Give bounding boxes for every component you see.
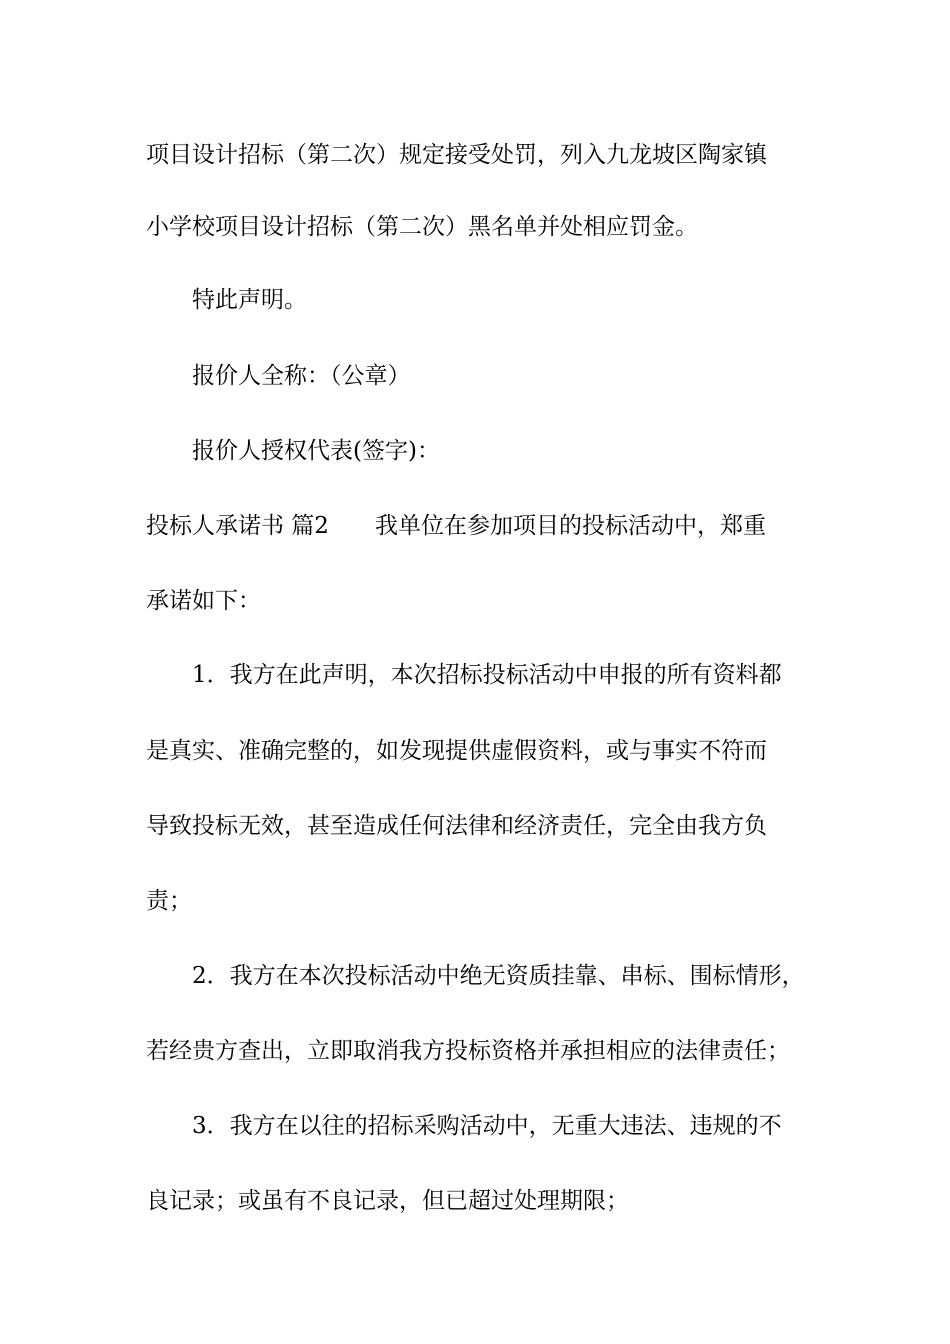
paragraph-line: 导致投标无效，甚至造成任何法律和经济责任，完全由我方负 [146, 813, 767, 839]
paragraph-line: 是真实、准确完整的，如发现提供虚假资料，或与事实不符而 [146, 738, 767, 764]
section-heading: 投标人承诺书 篇2 [146, 513, 329, 539]
bidder-name-line: 报价人全称：（公章） [192, 363, 411, 389]
section-intro: 我单位在参加项目的投标活动中，郑重 [374, 513, 766, 539]
declaration-line: 特此声明。 [192, 287, 307, 313]
paragraph-line: 承诺如下： [146, 588, 261, 614]
paragraph-line: 若经贵方查出，立即取消我方投标资格并承担相应的法律责任； [146, 1038, 790, 1064]
paragraph-line: 良记录；或虽有不良记录，但已超过处理期限； [146, 1188, 629, 1214]
commitment-item-3: 3．我方在以往的招标采购活动中，无重大违法、违规的不 [192, 1113, 782, 1139]
commitment-item-1: 1．我方在此声明，本次招标投标活动中申报的所有资料都 [192, 662, 782, 688]
paragraph-line: 项目设计招标（第二次）规定接受处罚，列入九龙坡区陶家镇 [146, 142, 767, 168]
paragraph-line: 责； [146, 888, 192, 914]
paragraph-line: 小学校项目设计招标（第二次）黑名单并处相应罚金。 [146, 214, 698, 240]
bidder-representative-line: 报价人授权代表(签字)： [192, 438, 440, 464]
commitment-item-2: 2．我方在本次投标活动中绝无资质挂靠、串标、围标情形， [192, 963, 805, 989]
section-heading-line [146, 511, 766, 541]
